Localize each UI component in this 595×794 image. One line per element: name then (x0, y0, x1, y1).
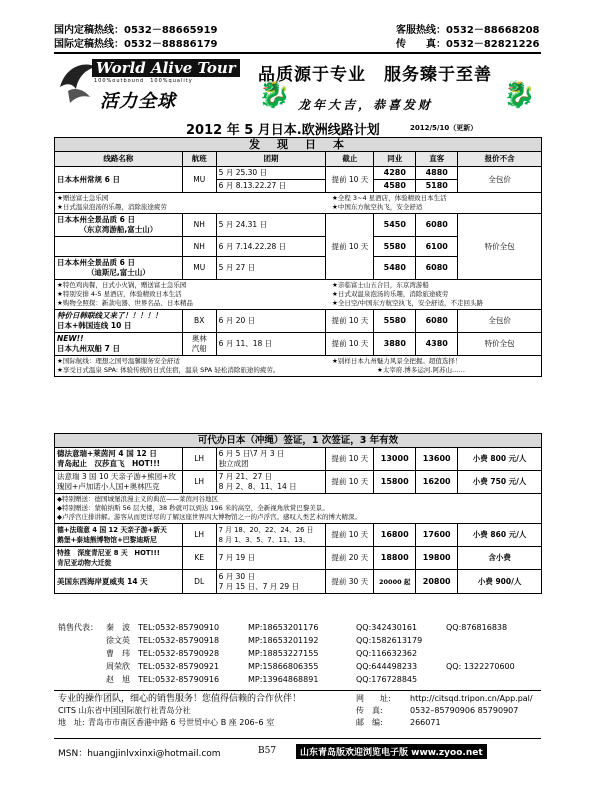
fax-line: 传 真：0532－82821226 (396, 39, 540, 50)
japan-table (54, 137, 542, 377)
brand-en: World Alive Tour (92, 59, 240, 77)
sales-row: 曹 玮 TEL:0532-85790928 MP:18853227155 QQ:116632362 (106, 649, 418, 658)
website-link[interactable]: http://citsqd.tripon.cn/App.pal/ (410, 694, 533, 703)
table-row: 特价日韩联线又来了！！！！！ 日本+韩国连线 10 日 BX 6 月 20 日 提前 10 天 5580 6080 全包价 (55, 310, 542, 333)
table-row: 美国东西海岸夏威夷 14 天 DL 6 月 30 日 7 月 15 日、7 月 29 日 提前 30 天 20000 起 20800 小费 900/人 (55, 570, 542, 594)
table-row: 德+法瑞意 4 国 12 天亲子游+新天 鹅堡+泰迪熊博物馆+巴黎迪斯尼 LH 7 月 18、20、22、24、26 日 8 月 1、3、5、7、11、13、 提前 10 天 16800 17600 小费 860 元/人 (55, 524, 542, 547)
feature-notes: ◆特别赠送：德国城堡浪漫主义的典范——莱茵河谷地区 ◆特别赠送：蒙帕纳斯 56 层大楼，38 秒就可以到达 196 米的高空，全新视角欣赏巴黎美景。 ◆卢浮宫庄排讲解。游客从而更详尽的了解这座世界四大博物馆之一的卢浮宫。感叹人类艺术的博大精深。 (55, 494, 542, 524)
footer-divider (54, 690, 541, 691)
new-year-greeting: 龙年大吉，恭喜发财 (298, 98, 434, 112)
sales-row: 赵 旭 TEL:0532-85790916 MP:13964868891 QQ:176728845 (106, 675, 418, 684)
update-date: 2012/5/10（更新） (410, 124, 478, 132)
table-row: 日本本州全景品质 6 日 （迪斯尼,富士山） MU 5 月 27 日 5480 6080 (55, 257, 542, 280)
dragon-right-icon: 🐉 (503, 80, 536, 110)
header-divider (54, 52, 541, 54)
feature-notes: ★赠送富士急乐园 ★全程 3~4 星酒店，体验精致日本生活 ★日式温泉泡汤的乐趣，消除旅途疲劳 ★中国东方航空执飞，安全舒适 (55, 193, 542, 214)
table-row: 6 月 8.13.22.27 日 4580 5180 (55, 180, 542, 193)
table-header: 线路名称 航班 团期 截止 同业 直客 报价不含 (55, 152, 542, 167)
table-row: 特推 深度青尼亚 8 天 HOT!!! 肯尼亚动物大迁徙 KE 7 月 19 日 提前 20 天 18800 19800 含小费 (55, 547, 542, 570)
sales-row: 销售代表： 秦 波 TEL:0532-85790910 MP:18653201176 QQ:342430161 QQ:876816838 (58, 623, 508, 632)
domestic-hotline: 国内定稿热线：0532－88665919 (54, 25, 218, 36)
bottom-divider (54, 738, 541, 739)
footer-info: 专业的操作团队，细心的销售服务！您值得信赖的合作伙伴！ 网 址: http://citsqd.tripon.cn/App.pal/ CITS 山东省中国国际旅行社青岛分社 传 真: 0532–85790906 85790907 地 址: 青岛市市南区香港中路 6 号世贸中心 B 座 206–6 室 邮 编: 266071 (58, 694, 533, 727)
dragon-left-icon: 🐉 (258, 80, 291, 110)
page-number: B57 (258, 746, 277, 756)
table-row: NEW!! 日本九州双船 7 日 奥林 汽船 6 月 11、18 日 提前 10 天 3880 4380 特价全包 (55, 333, 542, 356)
table-row: 日本本州常规 6 日 MU 5 月 25.30 日 提前 10 天 4280 4880 全包价 (55, 167, 542, 180)
feature-notes: ★特色鸡肉餐，日式小火锅，赠送富士急乐园 ★亲临富士山五合目，东京湾游船 ★特别安排 4-5 星酒店，体验精致日本生活 ★日式双温泉泡汤的乐趣，消除旅途疲劳 ★购物全照探：新款电器、世界名品、日本精品 ★全日空/中国东方航空执飞，安全舒适，不走回头路 (55, 280, 542, 310)
sales-contacts (58, 621, 542, 686)
intl-hotline: 国际定稿热线：0532－88886179 (54, 39, 218, 50)
table-row: NH 6 月 7.14.22.28 日 5580 6100 (55, 237, 542, 257)
visa-section-title: 可代办日本（冲绳）签证，1 次签证，3 年有效 (55, 434, 542, 448)
table-row: 德法意瑞+莱茵河 4 国 12 日 青岛起止 汉莎直飞 HOT!!! LH 6 月 5 日\7 月 3 日 独立成团 提前 10 天 13000 13600 小费 800 元/人 (55, 448, 542, 471)
table-row: 日本本州全景品质 6 日 （东京湾游船,富士山） NH 5 月 24.31 日 提前 10 天 5450 6080 特价全包 (55, 214, 542, 237)
europe-table (54, 433, 542, 594)
table-row: 法意瑞 3 国 10 天亲子游+熊园+玫 瑰园+卢加诺小人国+奥林匹克 LH 7 月 21、27 日 8 月 2、8、11、14 日 提前 10 天 15800 16200 小费 750 元/人 (55, 471, 542, 494)
slogan: 品质源于专业 服务臻于至善 (258, 65, 492, 85)
brand-tagline: 100%outbound 100%quality (94, 78, 193, 84)
banner: 山东青岛版欢迎浏览电子版 www.zyoo.net (296, 744, 487, 759)
sales-row: 徐文英 TEL:0532-85790918 MP:18653201192 QQ:1582613179 (106, 636, 423, 645)
service-hotline: 客服热线：0532－88668208 (396, 25, 540, 36)
japan-section-title: 发 现 日 本 (55, 138, 542, 152)
brand-cn: 活力全球 (100, 91, 176, 112)
company-logo (56, 57, 256, 117)
feature-notes: ★国际航线：理想之国号温馨服务安全舒适 ★别样日本九州魅力风景全把握。超值选择！ ★享受日式温泉 SPA: 体验传统的日式住宿，温泉 SPA 轻松消除旅途的疲劳。 ★太宰府.博多运河.阿苏山…… (55, 356, 542, 377)
page-title: 2012 年 5 月日本.欧洲线路计划 (186, 123, 380, 138)
msn-contact: MSN：huangjinlvxinxi@hotmail.com (58, 749, 221, 759)
sales-row: 周荣欣 TEL:0532-85790921 MP:15866806355 QQ:644498233 QQ: 1322270600 (106, 662, 515, 671)
